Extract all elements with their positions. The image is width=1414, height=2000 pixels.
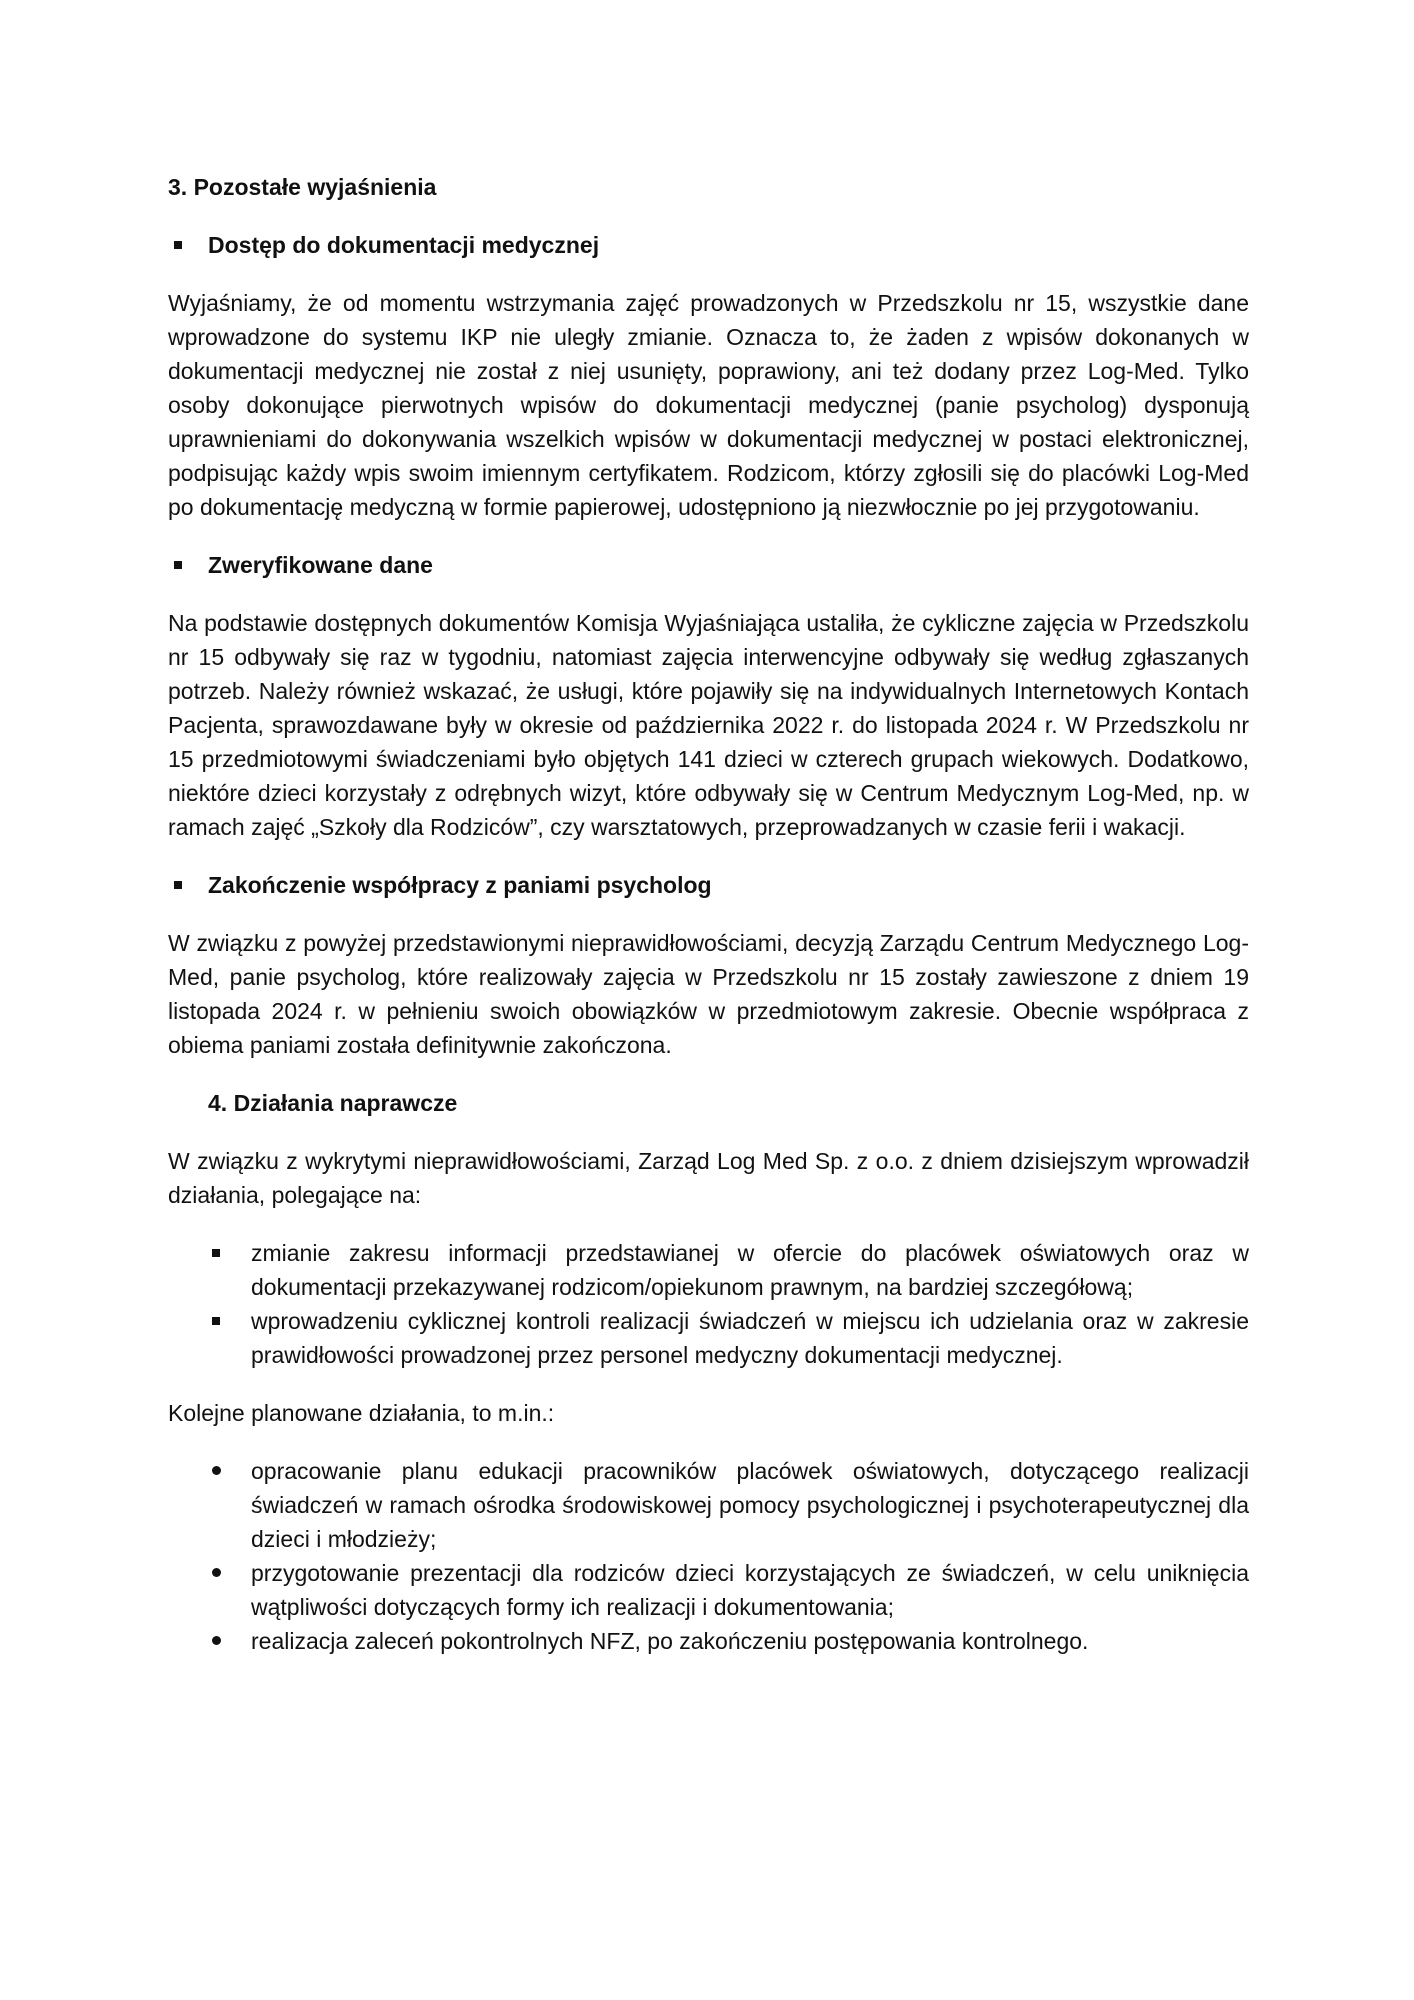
subheading-ending-label: Zakończenie współpracy z paniami psycholog [208, 872, 712, 898]
subheading-access [168, 228, 1249, 262]
list-item-text: wprowadzeniu cyklicznej kontroli realizacji świadczeń w miejscu ich udzielania oraz w zakresie prawidłowości prowadzonej przez personel medyczny dokumentacji medycznej. [251, 1308, 1249, 1368]
measures-list [168, 1236, 1249, 1372]
list-item-text: opracowanie planu edukacji pracowników placówek oświatowych, dotyczącego realizacji świadczeń w ramach ośrodka środowiskowej pomocy psychologicznej i psychoterapeutycznej dla dzieci i młodzieży; [251, 1458, 1249, 1552]
list-item-text: realizacja zaleceń pokontrolnych NFZ, po zakończeniu postępowania kontrolnego. [251, 1628, 1089, 1654]
list-item [208, 1454, 1249, 1556]
list-item [208, 1624, 1249, 1658]
square-bullet-icon [212, 1317, 220, 1325]
list-item-text: przygotowanie prezentacji dla rodziców dzieci korzystających ze świadczeń, w celu uniknięcia wątpliwości dotyczących formy ich realizacji i dokumentowania; [251, 1560, 1249, 1620]
list-item [208, 1304, 1249, 1372]
subheading-verified [168, 548, 1249, 582]
square-bullet-icon [174, 561, 182, 569]
dot-bullet-icon [212, 1568, 221, 1577]
list-item [208, 1236, 1249, 1304]
subheading-ending [168, 868, 1249, 902]
dot-bullet-icon [212, 1636, 221, 1645]
paragraph-verified: Na podstawie dostępnych dokumentów Komisja Wyjaśniająca ustaliła, że cykliczne zajęcia w Przedszkolu nr 15 odbywały się raz w tygodniu, natomiast zajęcia interwencyjne odbywały się według zgłaszanych potrzeb. Należy również wskazać, że usługi, które pojawiły się na indywidualnych Internetowych Kontach Pacjenta, sprawozdawane były w okresie od października 2022 r. do listopada 2024 r. W Przedszkolu nr 15 przedmiotowymi świadczeniami było objętych 141 dzieci w czterech grupach wiekowych. Dodatkowo, niektóre dzieci korzystały z odrębnych wizyt, które odbywały się w Centrum Medycznym Log-Med, np. w ramach zajęć „Szkoły dla Rodziców”, czy warsztatowych, przeprowadzanych w czasie ferii i wakacji. [168, 610, 1249, 840]
section-4-title: 4. Działania naprawcze [208, 1090, 458, 1116]
section-3-title: 3. Pozostałe wyjaśnienia [168, 174, 437, 200]
list-item-text: zmianie zakresu informacji przedstawianej w ofercie do placówek oświatowych oraz w dokumentacji przekazywanej rodzicom/opiekunom prawnym, na bardziej szczegółową; [251, 1240, 1249, 1300]
square-bullet-icon [174, 241, 182, 249]
paragraph-access: Wyjaśniamy, że od momentu wstrzymania zajęć prowadzonych w Przedszkolu nr 15, wszystkie dane wprowadzone do systemu IKP nie uległy zmianie. Oznacza to, że żaden z wpisów dokonanych w dokumentacji medycznej nie został z niej usunięty, poprawiony, ani też dodany przez Log-Med. Tylko osoby dokonujące pierwotnych wpisów do dokumentacji medycznej (panie psycholog) dysponują uprawnieniami do dokonywania wszelkich wpisów w dokumentacji medycznej w postaci elektronicznej, podpisując każdy wpis swoim imiennym certyfikatem. Rodzicom, którzy zgłosili się do placówki Log-Med po dokumentację medyczną w formie papierowej, udostępniono ją niezwłocznie po jej przygotowaniu. [168, 290, 1249, 520]
list-item [208, 1556, 1249, 1624]
paragraph-ending: W związku z powyżej przedstawionymi nieprawidłowościami, decyzją Zarządu Centrum Medycznego Log-Med, panie psycholog, które realizowały zajęcia w Przedszkolu nr 15 zostały zawieszone z dniem 19 listopada 2024 r. w pełnieniu swoich obowiązków w przedmiotowym zakresie. Obecnie współpraca z obiema paniami została definitywnie zakończona. [168, 930, 1249, 1058]
square-bullet-icon [212, 1249, 220, 1257]
paragraph-remedial-intro: W związku z wykrytymi nieprawidłowościami, Zarząd Log Med Sp. z o.o. z dniem dzisiejszym wprowadził działania, polegające na: [168, 1148, 1249, 1208]
subheading-access-label: Dostęp do dokumentacji medycznej [208, 232, 600, 258]
square-bullet-icon [174, 881, 182, 889]
dot-bullet-icon [212, 1466, 221, 1475]
subheading-verified-label: Zweryfikowane dane [208, 552, 433, 578]
paragraph-planned-intro: Kolejne planowane działania, to m.in.: [168, 1400, 555, 1426]
planned-list [168, 1454, 1249, 1658]
